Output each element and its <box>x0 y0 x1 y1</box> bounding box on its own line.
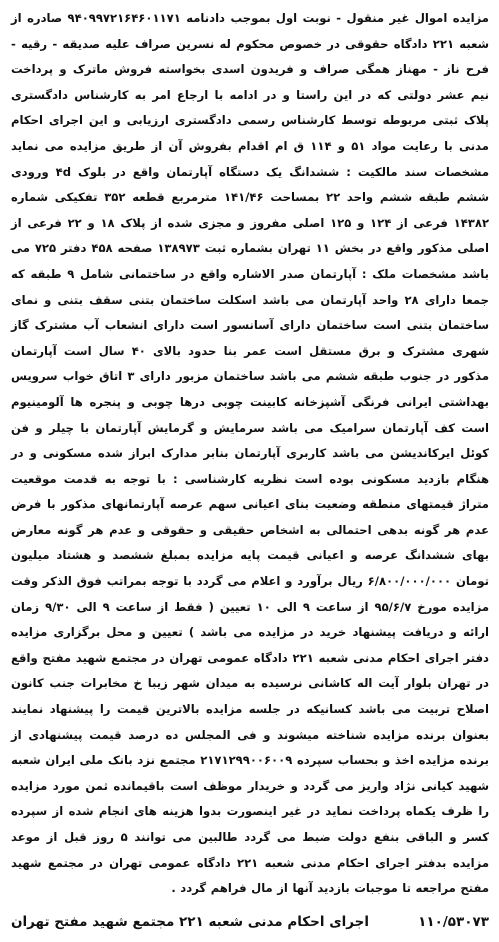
notice-footer <box>11 914 489 930</box>
notice-code: ۱۱۰/۵۳۰۷۳ <box>418 914 489 930</box>
notice-issuer: اجرای احکام مدنی شعبه ۲۲۱ مجتمع شهید مفتح تهران <box>11 914 369 930</box>
auction-notice <box>8 6 492 936</box>
notice-body: مزایده اموال غیر منقول - نوبت اول بموجب دادنامه ۹۴۰۹۹۷۲۱۶۴۶۰۱۱۷۱ صادره از شعبه ۲۲۱ دادگاه حقوقی در خصوص محکوم له نسرین صراف علیه صدیقه - رقیه - فرح ناز - مهناز همگی صراف و فریدون اسدی بخواسته فروش ماترک و پرداخت نیم عشر دولتی که در این راستا و در ادامه با ارجاع امر به کارشناس دادگستری پلاک ثبتی مربوطه توسط کارشناس رسمی دادگستری ارزیابی و این اجرای احکام مدنی با رعایت مواد ۵۱ و ۱۱۴ ق ام اقدام بفروش آن از طریق مزایده می نماید مشخصات سند مالکیت : ششدانگ یک دستگاه آپارتمان واقع در بلوک ۴d ورودی ششم طبقه ششم واحد ۲۲ بمساحت ۱۴۱/۴۶ مترمربع قطعه ۳۵۲ تفکیکی شماره ۱۴۳۸۲ فرعی از ۱۲۴ و ۱۲۵ اصلی مفروز و مجزی شده از پلاک ۱۸ و ۲۲ فرعی از اصلی مذکور واقع در بخش ۱۱ تهران بشماره ثبت ۱۳۸۹۷۳ صفحه ۴۵۸ دفتر ۷۲۵ می باشد مشخصات ملک : آپارتمان صدر الاشاره واقع در ساختمانی شامل ۹ طبقه که جمعا دارای ۲۸ واحد آپارتمان می باشد اسکلت ساختمان بتنی سقف بتنی و نمای ساختمان بتنی است ساختمان دارای آسانسور است دارای انشعاب آب مشترک گاز شهری مشترک و برق مستقل است عمر بنا حدود بالای ۴۰ سال است آپارتمان مذکور در جنوب طبقه ششم می باشد ساختمان مزبور دارای ۳ اتاق خواب سرویس بهداشتی ایرانی فرنگی آشپزخانه کابینت چوبی درها چوبی و پنجره ها آلومینیوم است کف آپارتمان سرامیک می باشد سرمایش و گرمایش آپارتمان با چیلر و فن کوئل ایرکاندیشن می باشد کاربری آپارتمان بنابر مدارک ابراز شده مسکونی و در هنگام بازدید مسکونی بوده است نظریه کارشناسی : با توجه به قدمت موقعیت متراژ قیمتهای منطقه وضعیت بنای اعیانی سهم عرصه آپارتمانهای مذکور با فرض عدم هر گونه بدهی احتمالی به اشخاص حقیقی و حقوقی و عدم هر گونه معارض بهای ششدانگ عرصه و اعیانی قیمت پایه مزایده بمبلغ ششصد و هشتاد میلیون تومان ۶/۸۰۰/۰۰۰/۰۰۰ ریال برآورد و اعلام می گردد با توجه بمراتب فوق الذکر وقت مزایده مورخ ۹۵/۶/۷ از ساعت ۹ الی ۱۰ تعیین ( فقط از ساعت ۹ الی ۹/۳۰ زمان ارائه و دریافت پیشنهاد خرید در مزایده می باشد ) تعیین و محل برگزاری مزایده دفتر اجرای احکام مدنی شعبه ۲۲۱ دادگاه عمومی تهران در مجتمع شهید مفتح واقع در تهران بلوار آیت اله کاشانی نرسیده به میدان شهر زیبا خ مخابرات جنب کانون اصلاح تربیت می باشد کسانیکه در جلسه مزایده بالاترین قیمت را پیشنهاد نمایند بعنوان برنده مزایده شناخته میشوند و فی المجلس ده درصد قیمت پیشنهادی از برنده مزایده اخذ و بحساب سپرده ۲۱۷۱۲۹۹۰۰۶۰۰۹ مجتمع نزد بانک ملی ایران شعبه شهید کیانی نژاد واریز می گردد و خریدار موظف است باقیمانده ثمن مورد مزایده را ظرف یکماه پرداخت نماید در غیر اینصورت بدوا هزینه های انجام شده از سپرده کسر و الباقی بنفع دولت ضبط می گردد طالبین می توانند ۵ روز قبل از موعد مزایده بدفتر اجرای احکام مدنی شعبه ۲۲۱ دادگاه عمومی تهران در مجتمع شهید مفتح مراجعه تا موجبات بازدید آنها از مال فراهم گردد . <box>11 11 490 896</box>
